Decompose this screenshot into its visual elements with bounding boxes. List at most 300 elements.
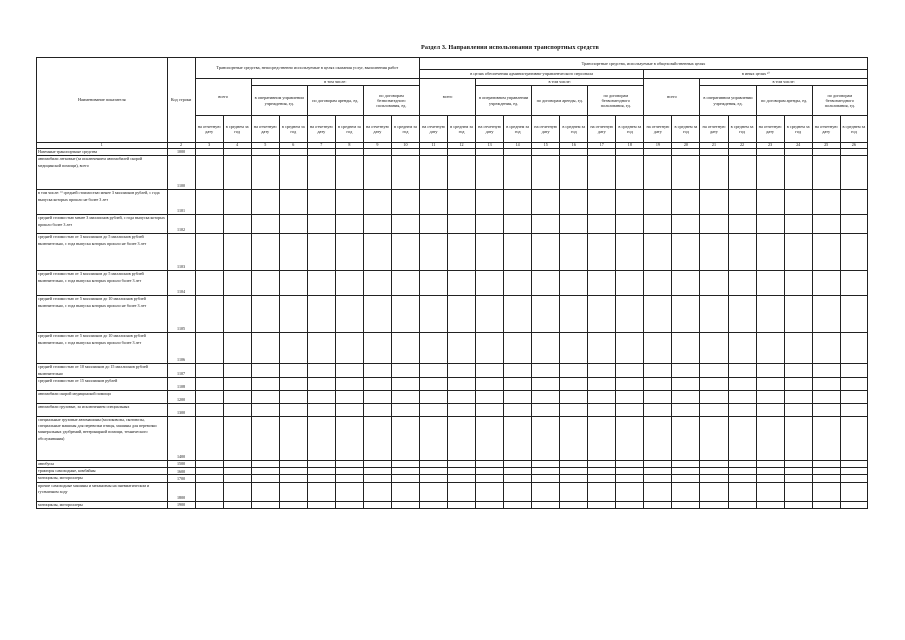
value-cell[interactable]: [363, 377, 391, 390]
value-cell[interactable]: [812, 190, 840, 215]
value-cell[interactable]: [251, 416, 279, 460]
value-cell[interactable]: [616, 501, 644, 508]
value-cell[interactable]: [391, 156, 419, 190]
value-cell[interactable]: [644, 215, 672, 234]
value-cell[interactable]: [448, 377, 476, 390]
value-cell[interactable]: [195, 460, 223, 467]
value-cell[interactable]: [532, 149, 560, 156]
value-cell[interactable]: [391, 468, 419, 475]
value-cell[interactable]: [448, 460, 476, 467]
value-cell[interactable]: [391, 390, 419, 403]
value-cell[interactable]: [560, 149, 588, 156]
value-cell[interactable]: [448, 156, 476, 190]
value-cell[interactable]: [812, 377, 840, 390]
value-cell[interactable]: [504, 271, 532, 296]
value-cell[interactable]: [756, 377, 784, 390]
value-cell[interactable]: [279, 149, 307, 156]
value-cell[interactable]: [728, 377, 756, 390]
value-cell[interactable]: [728, 271, 756, 296]
value-cell[interactable]: [335, 364, 363, 378]
value-cell[interactable]: [504, 468, 532, 475]
value-cell[interactable]: [700, 234, 728, 271]
value-cell[interactable]: [195, 215, 223, 234]
value-cell[interactable]: [672, 190, 700, 215]
value-cell[interactable]: [391, 364, 419, 378]
value-cell[interactable]: [307, 271, 335, 296]
value-cell[interactable]: [307, 403, 335, 416]
value-cell[interactable]: [195, 296, 223, 333]
value-cell[interactable]: [588, 377, 616, 390]
value-cell[interactable]: [223, 149, 251, 156]
value-cell[interactable]: [504, 377, 532, 390]
value-cell[interactable]: [728, 460, 756, 467]
value-cell[interactable]: [448, 215, 476, 234]
value-cell[interactable]: [700, 475, 728, 482]
value-cell[interactable]: [335, 333, 363, 364]
value-cell[interactable]: [672, 364, 700, 378]
value-cell[interactable]: [504, 149, 532, 156]
value-cell[interactable]: [532, 271, 560, 296]
value-cell[interactable]: [307, 149, 335, 156]
value-cell[interactable]: [756, 156, 784, 190]
value-cell[interactable]: [728, 234, 756, 271]
value-cell[interactable]: [784, 403, 812, 416]
value-cell[interactable]: [560, 475, 588, 482]
value-cell[interactable]: [644, 501, 672, 508]
value-cell[interactable]: [419, 156, 447, 190]
value-cell[interactable]: [644, 190, 672, 215]
value-cell[interactable]: [812, 149, 840, 156]
value-cell[interactable]: [588, 333, 616, 364]
value-cell[interactable]: [223, 271, 251, 296]
value-cell[interactable]: [307, 364, 335, 378]
value-cell[interactable]: [335, 390, 363, 403]
value-cell[interactable]: [812, 501, 840, 508]
value-cell[interactable]: [532, 377, 560, 390]
value-cell[interactable]: [560, 215, 588, 234]
value-cell[interactable]: [756, 234, 784, 271]
value-cell[interactable]: [700, 501, 728, 508]
value-cell[interactable]: [504, 234, 532, 271]
value-cell[interactable]: [784, 296, 812, 333]
value-cell[interactable]: [335, 403, 363, 416]
value-cell[interactable]: [588, 364, 616, 378]
value-cell[interactable]: [195, 271, 223, 296]
value-cell[interactable]: [728, 296, 756, 333]
value-cell[interactable]: [532, 416, 560, 460]
value-cell[interactable]: [504, 215, 532, 234]
value-cell[interactable]: [476, 149, 504, 156]
value-cell[interactable]: [840, 149, 867, 156]
value-cell[interactable]: [419, 475, 447, 482]
value-cell[interactable]: [588, 271, 616, 296]
value-cell[interactable]: [728, 403, 756, 416]
value-cell[interactable]: [644, 149, 672, 156]
value-cell[interactable]: [532, 364, 560, 378]
value-cell[interactable]: [448, 234, 476, 271]
value-cell[interactable]: [728, 156, 756, 190]
value-cell[interactable]: [560, 468, 588, 475]
value-cell[interactable]: [532, 234, 560, 271]
value-cell[interactable]: [616, 333, 644, 364]
value-cell[interactable]: [616, 416, 644, 460]
value-cell[interactable]: [419, 296, 447, 333]
value-cell[interactable]: [335, 475, 363, 482]
value-cell[interactable]: [476, 364, 504, 378]
value-cell[interactable]: [476, 190, 504, 215]
value-cell[interactable]: [195, 377, 223, 390]
value-cell[interactable]: [616, 377, 644, 390]
value-cell[interactable]: [279, 296, 307, 333]
value-cell[interactable]: [728, 215, 756, 234]
value-cell[interactable]: [391, 296, 419, 333]
value-cell[interactable]: [419, 190, 447, 215]
value-cell[interactable]: [532, 482, 560, 501]
value-cell[interactable]: [476, 475, 504, 482]
value-cell[interactable]: [279, 501, 307, 508]
value-cell[interactable]: [307, 377, 335, 390]
value-cell[interactable]: [307, 190, 335, 215]
value-cell[interactable]: [251, 377, 279, 390]
value-cell[interactable]: [476, 234, 504, 271]
value-cell[interactable]: [672, 482, 700, 501]
value-cell[interactable]: [784, 364, 812, 378]
value-cell[interactable]: [588, 482, 616, 501]
value-cell[interactable]: [504, 364, 532, 378]
value-cell[interactable]: [644, 403, 672, 416]
value-cell[interactable]: [335, 156, 363, 190]
value-cell[interactable]: [504, 333, 532, 364]
value-cell[interactable]: [672, 468, 700, 475]
value-cell[interactable]: [391, 234, 419, 271]
value-cell[interactable]: [363, 296, 391, 333]
value-cell[interactable]: [419, 149, 447, 156]
value-cell[interactable]: [588, 234, 616, 271]
value-cell[interactable]: [588, 215, 616, 234]
value-cell[interactable]: [335, 460, 363, 467]
value-cell[interactable]: [840, 501, 867, 508]
value-cell[interactable]: [672, 234, 700, 271]
value-cell[interactable]: [335, 215, 363, 234]
value-cell[interactable]: [448, 501, 476, 508]
value-cell[interactable]: [335, 501, 363, 508]
value-cell[interactable]: [391, 460, 419, 467]
value-cell[interactable]: [728, 501, 756, 508]
value-cell[interactable]: [784, 475, 812, 482]
value-cell[interactable]: [812, 390, 840, 403]
value-cell[interactable]: [588, 460, 616, 467]
value-cell[interactable]: [448, 271, 476, 296]
value-cell[interactable]: [307, 416, 335, 460]
value-cell[interactable]: [616, 403, 644, 416]
value-cell[interactable]: [588, 501, 616, 508]
value-cell[interactable]: [560, 416, 588, 460]
value-cell[interactable]: [419, 403, 447, 416]
value-cell[interactable]: [840, 482, 867, 501]
value-cell[interactable]: [223, 190, 251, 215]
value-cell[interactable]: [728, 416, 756, 460]
value-cell[interactable]: [307, 475, 335, 482]
value-cell[interactable]: [756, 501, 784, 508]
value-cell[interactable]: [223, 333, 251, 364]
value-cell[interactable]: [223, 475, 251, 482]
value-cell[interactable]: [419, 377, 447, 390]
value-cell[interactable]: [391, 149, 419, 156]
value-cell[interactable]: [672, 333, 700, 364]
value-cell[interactable]: [363, 501, 391, 508]
value-cell[interactable]: [644, 333, 672, 364]
value-cell[interactable]: [700, 296, 728, 333]
value-cell[interactable]: [616, 460, 644, 467]
value-cell[interactable]: [279, 390, 307, 403]
value-cell[interactable]: [363, 156, 391, 190]
value-cell[interactable]: [616, 149, 644, 156]
value-cell[interactable]: [476, 482, 504, 501]
value-cell[interactable]: [223, 501, 251, 508]
value-cell[interactable]: [756, 460, 784, 467]
value-cell[interactable]: [279, 416, 307, 460]
value-cell[interactable]: [560, 296, 588, 333]
value-cell[interactable]: [784, 460, 812, 467]
value-cell[interactable]: [588, 149, 616, 156]
value-cell[interactable]: [532, 390, 560, 403]
value-cell[interactable]: [840, 403, 867, 416]
value-cell[interactable]: [335, 149, 363, 156]
value-cell[interactable]: [644, 468, 672, 475]
value-cell[interactable]: [728, 190, 756, 215]
value-cell[interactable]: [784, 482, 812, 501]
value-cell[interactable]: [307, 482, 335, 501]
value-cell[interactable]: [700, 390, 728, 403]
value-cell[interactable]: [840, 215, 867, 234]
value-cell[interactable]: [363, 403, 391, 416]
value-cell[interactable]: [672, 460, 700, 467]
value-cell[interactable]: [195, 403, 223, 416]
value-cell[interactable]: [616, 190, 644, 215]
value-cell[interactable]: [363, 234, 391, 271]
value-cell[interactable]: [391, 482, 419, 501]
value-cell[interactable]: [644, 234, 672, 271]
value-cell[interactable]: [560, 403, 588, 416]
value-cell[interactable]: [476, 215, 504, 234]
value-cell[interactable]: [728, 468, 756, 475]
value-cell[interactable]: [504, 156, 532, 190]
value-cell[interactable]: [448, 468, 476, 475]
value-cell[interactable]: [391, 416, 419, 460]
value-cell[interactable]: [700, 190, 728, 215]
value-cell[interactable]: [251, 364, 279, 378]
value-cell[interactable]: [419, 215, 447, 234]
value-cell[interactable]: [616, 215, 644, 234]
value-cell[interactable]: [616, 156, 644, 190]
value-cell[interactable]: [251, 234, 279, 271]
value-cell[interactable]: [335, 190, 363, 215]
value-cell[interactable]: [195, 482, 223, 501]
value-cell[interactable]: [279, 482, 307, 501]
value-cell[interactable]: [223, 156, 251, 190]
value-cell[interactable]: [560, 482, 588, 501]
value-cell[interactable]: [223, 234, 251, 271]
value-cell[interactable]: [672, 156, 700, 190]
value-cell[interactable]: [672, 403, 700, 416]
value-cell[interactable]: [448, 149, 476, 156]
value-cell[interactable]: [784, 271, 812, 296]
value-cell[interactable]: [279, 333, 307, 364]
value-cell[interactable]: [644, 482, 672, 501]
value-cell[interactable]: [560, 190, 588, 215]
value-cell[interactable]: [391, 501, 419, 508]
value-cell[interactable]: [195, 190, 223, 215]
value-cell[interactable]: [560, 156, 588, 190]
value-cell[interactable]: [644, 364, 672, 378]
value-cell[interactable]: [812, 468, 840, 475]
value-cell[interactable]: [672, 390, 700, 403]
value-cell[interactable]: [195, 333, 223, 364]
value-cell[interactable]: [532, 296, 560, 333]
value-cell[interactable]: [812, 271, 840, 296]
value-cell[interactable]: [756, 468, 784, 475]
value-cell[interactable]: [363, 271, 391, 296]
value-cell[interactable]: [560, 501, 588, 508]
value-cell[interactable]: [672, 416, 700, 460]
value-cell[interactable]: [504, 482, 532, 501]
value-cell[interactable]: [560, 460, 588, 467]
value-cell[interactable]: [812, 460, 840, 467]
value-cell[interactable]: [195, 149, 223, 156]
value-cell[interactable]: [476, 377, 504, 390]
value-cell[interactable]: [644, 460, 672, 467]
value-cell[interactable]: [812, 475, 840, 482]
value-cell[interactable]: [756, 416, 784, 460]
value-cell[interactable]: [784, 501, 812, 508]
value-cell[interactable]: [476, 156, 504, 190]
value-cell[interactable]: [419, 482, 447, 501]
value-cell[interactable]: [476, 460, 504, 467]
value-cell[interactable]: [840, 271, 867, 296]
value-cell[interactable]: [504, 296, 532, 333]
value-cell[interactable]: [279, 377, 307, 390]
value-cell[interactable]: [335, 271, 363, 296]
value-cell[interactable]: [223, 296, 251, 333]
value-cell[interactable]: [195, 234, 223, 271]
value-cell[interactable]: [279, 234, 307, 271]
value-cell[interactable]: [700, 149, 728, 156]
value-cell[interactable]: [840, 156, 867, 190]
value-cell[interactable]: [251, 215, 279, 234]
value-cell[interactable]: [476, 271, 504, 296]
value-cell[interactable]: [588, 403, 616, 416]
value-cell[interactable]: [812, 364, 840, 378]
value-cell[interactable]: [195, 156, 223, 190]
value-cell[interactable]: [223, 460, 251, 467]
value-cell[interactable]: [251, 482, 279, 501]
value-cell[interactable]: [728, 333, 756, 364]
value-cell[interactable]: [756, 333, 784, 364]
value-cell[interactable]: [728, 475, 756, 482]
value-cell[interactable]: [391, 190, 419, 215]
value-cell[interactable]: [448, 482, 476, 501]
value-cell[interactable]: [195, 468, 223, 475]
value-cell[interactable]: [448, 296, 476, 333]
value-cell[interactable]: [560, 333, 588, 364]
value-cell[interactable]: [728, 364, 756, 378]
value-cell[interactable]: [644, 156, 672, 190]
value-cell[interactable]: [476, 333, 504, 364]
value-cell[interactable]: [532, 460, 560, 467]
value-cell[interactable]: [840, 377, 867, 390]
value-cell[interactable]: [307, 156, 335, 190]
value-cell[interactable]: [588, 390, 616, 403]
value-cell[interactable]: [504, 475, 532, 482]
value-cell[interactable]: [616, 475, 644, 482]
value-cell[interactable]: [812, 482, 840, 501]
value-cell[interactable]: [307, 296, 335, 333]
value-cell[interactable]: [448, 364, 476, 378]
value-cell[interactable]: [251, 475, 279, 482]
value-cell[interactable]: [419, 501, 447, 508]
value-cell[interactable]: [784, 377, 812, 390]
value-cell[interactable]: [616, 364, 644, 378]
value-cell[interactable]: [335, 234, 363, 271]
value-cell[interactable]: [307, 234, 335, 271]
value-cell[interactable]: [700, 377, 728, 390]
value-cell[interactable]: [756, 403, 784, 416]
value-cell[interactable]: [251, 501, 279, 508]
value-cell[interactable]: [391, 377, 419, 390]
value-cell[interactable]: [840, 364, 867, 378]
value-cell[interactable]: [784, 190, 812, 215]
value-cell[interactable]: [700, 215, 728, 234]
value-cell[interactable]: [840, 416, 867, 460]
value-cell[interactable]: [223, 377, 251, 390]
value-cell[interactable]: [504, 390, 532, 403]
value-cell[interactable]: [476, 296, 504, 333]
value-cell[interactable]: [363, 416, 391, 460]
value-cell[interactable]: [812, 234, 840, 271]
value-cell[interactable]: [672, 215, 700, 234]
value-cell[interactable]: [728, 482, 756, 501]
value-cell[interactable]: [504, 416, 532, 460]
value-cell[interactable]: [532, 333, 560, 364]
value-cell[interactable]: [672, 377, 700, 390]
value-cell[interactable]: [335, 482, 363, 501]
value-cell[interactable]: [419, 333, 447, 364]
value-cell[interactable]: [251, 296, 279, 333]
value-cell[interactable]: [419, 271, 447, 296]
value-cell[interactable]: [363, 468, 391, 475]
value-cell[interactable]: [784, 234, 812, 271]
value-cell[interactable]: [279, 156, 307, 190]
value-cell[interactable]: [756, 482, 784, 501]
value-cell[interactable]: [279, 215, 307, 234]
value-cell[interactable]: [700, 468, 728, 475]
value-cell[interactable]: [251, 468, 279, 475]
value-cell[interactable]: [504, 501, 532, 508]
value-cell[interactable]: [307, 215, 335, 234]
value-cell[interactable]: [419, 468, 447, 475]
value-cell[interactable]: [588, 468, 616, 475]
value-cell[interactable]: [756, 215, 784, 234]
value-cell[interactable]: [223, 390, 251, 403]
value-cell[interactable]: [532, 468, 560, 475]
value-cell[interactable]: [307, 333, 335, 364]
value-cell[interactable]: [307, 390, 335, 403]
value-cell[interactable]: [391, 475, 419, 482]
value-cell[interactable]: [840, 468, 867, 475]
value-cell[interactable]: [251, 460, 279, 467]
value-cell[interactable]: [532, 501, 560, 508]
value-cell[interactable]: [335, 468, 363, 475]
